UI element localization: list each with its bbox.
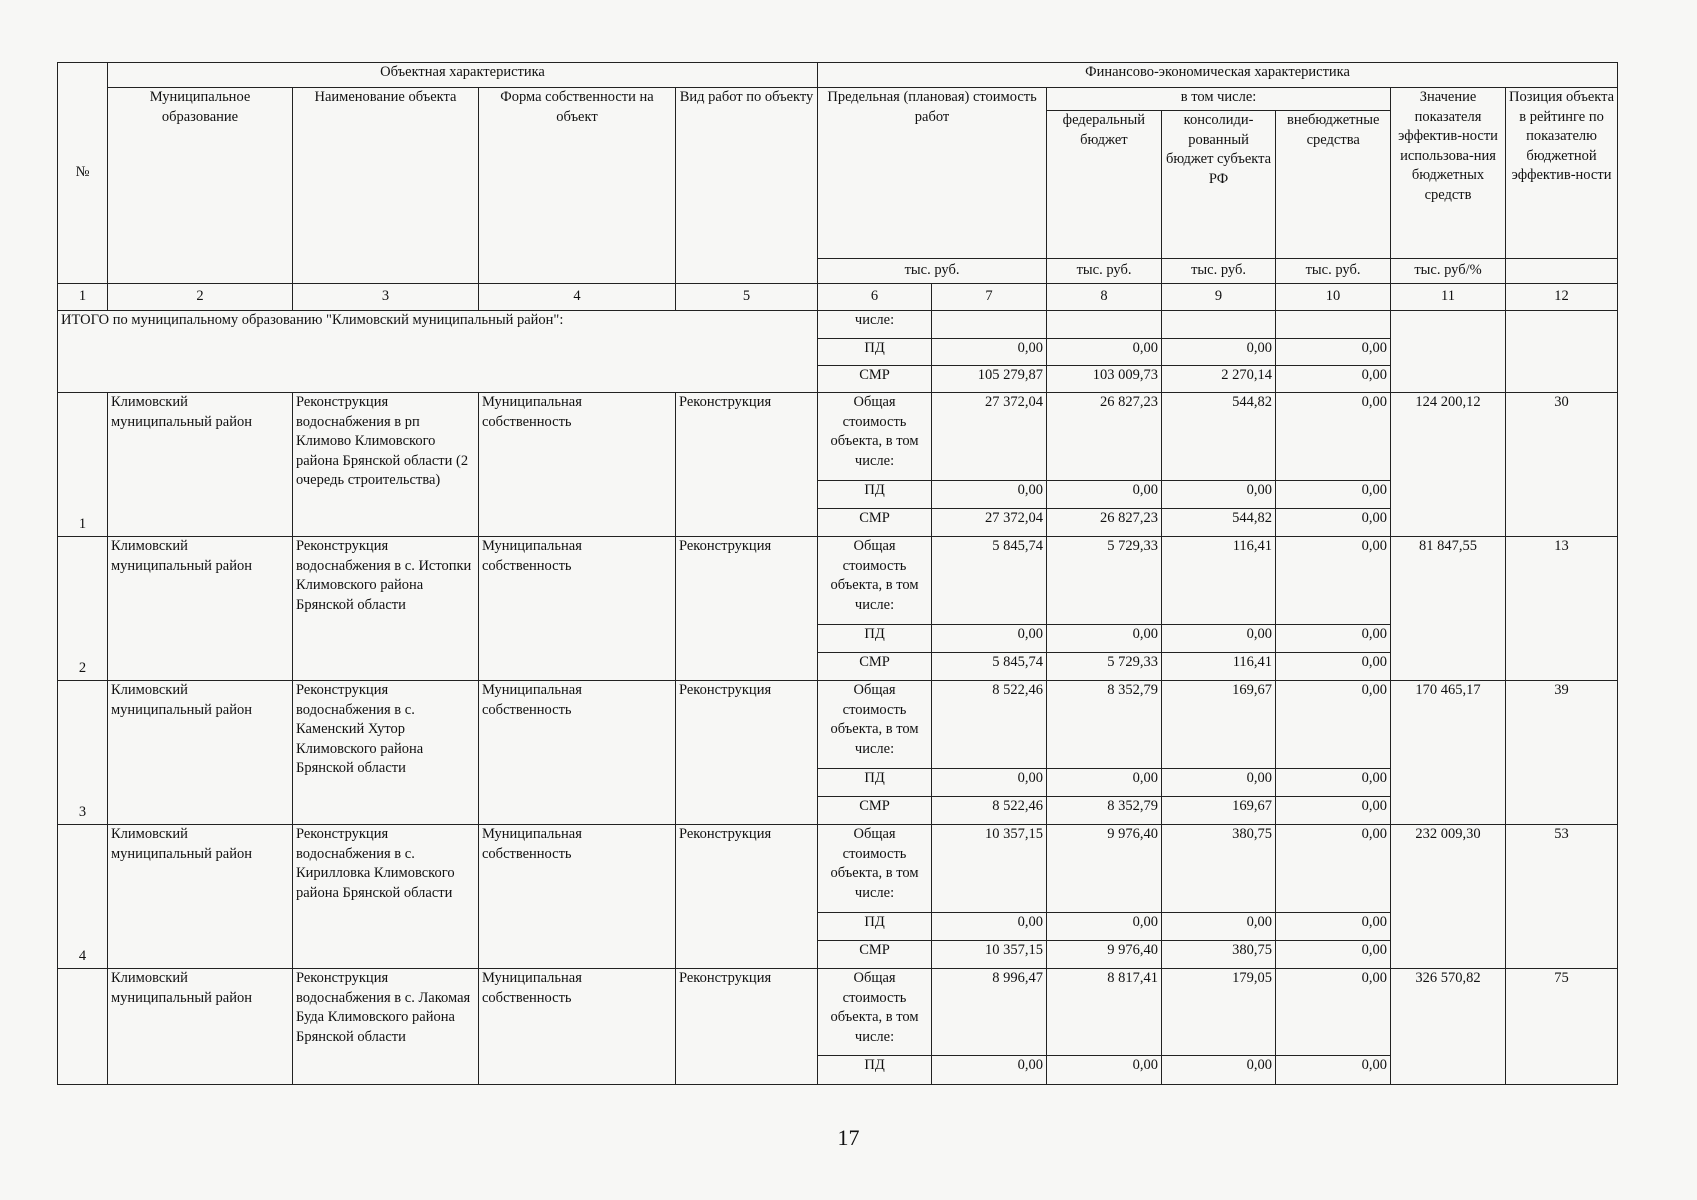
col-number: 7: [932, 284, 1047, 311]
header-efficiency: Значение показателя эффектив-ности использова-ния бюджетных средств: [1391, 88, 1506, 259]
offbudget-value: 0,00: [1276, 969, 1391, 1056]
cost-type: СМР: [818, 509, 932, 537]
col-number: 9: [1162, 284, 1276, 311]
cost-type: Общая стоимость объекта, в том числе:: [818, 969, 932, 1056]
header-position: Позиция объекта в рейтинге по показателю бюджетной эффектив-ности: [1506, 88, 1618, 259]
object-municipality: Климовский муниципальный район: [108, 969, 293, 1085]
cost-value: 27 372,04: [932, 509, 1047, 537]
cost-type: ПД: [818, 913, 932, 941]
total-federal: [1047, 311, 1162, 339]
federal-value: 9 976,40: [1047, 825, 1162, 913]
table-row: [58, 681, 1618, 769]
cost-value: 8 522,46: [932, 681, 1047, 769]
header-object-name: Наименование объекта: [293, 88, 479, 284]
offbudget-value: 0,00: [1276, 941, 1391, 969]
offbudget-value: 0,00: [1276, 625, 1391, 653]
total-label: ИТОГО по муниципальному образованию "Климовский муниципальный район":: [58, 311, 818, 393]
cost-value: 8 522,46: [932, 797, 1047, 825]
federal-value: 8 352,79: [1047, 797, 1162, 825]
cost-type: Общая стоимость объекта, в том числе:: [818, 681, 932, 769]
cost-value: 5 845,74: [932, 537, 1047, 625]
object-name: Реконструкция водоснабжения в с. Истопки Климовского района Брянской области: [293, 537, 479, 681]
cost-value: 0,00: [932, 1056, 1047, 1085]
consolidated-value: 380,75: [1162, 825, 1276, 913]
unit-position: [1506, 259, 1618, 284]
object-municipality: Климовский муниципальный район: [108, 537, 293, 681]
col-number: 8: [1047, 284, 1162, 311]
unit-efficiency: тыс. руб/%: [1391, 259, 1506, 284]
total-cost: 105 279,87: [932, 366, 1047, 393]
object-number: 2: [58, 537, 108, 681]
total-federal: 0,00: [1047, 339, 1162, 366]
cost-type: Общая стоимость объекта, в том числе:: [818, 825, 932, 913]
federal-value: 5 729,33: [1047, 653, 1162, 681]
federal-value: 0,00: [1047, 769, 1162, 797]
cost-type: ПД: [818, 625, 932, 653]
header-consolidated: консолиди-рованный бюджет субъекта РФ: [1162, 111, 1277, 258]
consolidated-value: 0,00: [1162, 913, 1276, 941]
object-municipality: Климовский муниципальный район: [108, 681, 293, 825]
federal-value: 26 827,23: [1047, 509, 1162, 537]
header-group-object: Объектная характеристика: [108, 63, 818, 88]
object-work-type: Реконструкция: [676, 537, 818, 681]
object-number: 1: [58, 393, 108, 537]
col-number: 10: [1276, 284, 1391, 311]
position-value: 30: [1506, 393, 1618, 537]
table-row: [58, 825, 1618, 913]
federal-value: 8 352,79: [1047, 681, 1162, 769]
consolidated-value: 169,67: [1162, 681, 1276, 769]
consolidated-value: 380,75: [1162, 941, 1276, 969]
object-number: 3: [58, 681, 108, 825]
consolidated-value: 544,82: [1162, 393, 1276, 481]
unit-max-cost: тыс. руб.: [818, 259, 1047, 284]
offbudget-value: 0,00: [1276, 509, 1391, 537]
header-group-finance: Финансово-экономическая характеристика: [818, 63, 1618, 88]
unit-offbudget: тыс. руб.: [1276, 259, 1391, 284]
unit-consolidated: тыс. руб.: [1162, 259, 1276, 284]
federal-value: 0,00: [1047, 625, 1162, 653]
object-work-type: Реконструкция: [676, 969, 818, 1085]
total-consolidated: 2 270,14: [1162, 366, 1276, 393]
cost-type: Общая стоимость объекта, в том числе:: [818, 393, 932, 481]
header-max-cost: Предельная (плановая) стоимость работ: [818, 88, 1047, 259]
consolidated-value: 0,00: [1162, 1056, 1276, 1085]
object-name: Реконструкция водоснабжения в с. Кирилловка Климовского района Брянской области: [293, 825, 479, 969]
total-offbudget: [1276, 311, 1391, 339]
object-municipality: Климовский муниципальный район: [108, 393, 293, 537]
col-number: 6: [818, 284, 932, 311]
object-ownership: Муниципальная собственность: [479, 393, 676, 537]
object-municipality: Климовский муниципальный район: [108, 825, 293, 969]
header-including: в том числе:: [1047, 88, 1390, 111]
consolidated-value: 0,00: [1162, 769, 1276, 797]
federal-value: 0,00: [1047, 1056, 1162, 1085]
object-number: [58, 969, 108, 1085]
total-federal: 103 009,73: [1047, 366, 1162, 393]
cost-type: ПД: [818, 1056, 932, 1085]
cost-value: 0,00: [932, 913, 1047, 941]
object-work-type: Реконструкция: [676, 681, 818, 825]
position-value: 13: [1506, 537, 1618, 681]
cost-value: 27 372,04: [932, 393, 1047, 481]
consolidated-value: 169,67: [1162, 797, 1276, 825]
object-number: 4: [58, 825, 108, 969]
header-work-type: Вид работ по объекту: [676, 88, 818, 284]
offbudget-value: 0,00: [1276, 797, 1391, 825]
table-row: [58, 393, 1618, 481]
total-type: числе:: [818, 311, 932, 339]
cost-value: 0,00: [932, 769, 1047, 797]
financial-table: [57, 62, 1618, 1085]
object-work-type: Реконструкция: [676, 825, 818, 969]
total-consolidated: [1162, 311, 1276, 339]
federal-value: 5 729,33: [1047, 537, 1162, 625]
cost-value: 5 845,74: [932, 653, 1047, 681]
consolidated-value: 544,82: [1162, 509, 1276, 537]
header-including-group: [1047, 88, 1391, 259]
cost-value: 0,00: [932, 481, 1047, 509]
total-type: СМР: [818, 366, 932, 393]
total-efficiency: [1391, 311, 1506, 393]
federal-value: 9 976,40: [1047, 941, 1162, 969]
object-name: Реконструкция водоснабжения в с. Каменский Хутор Климовского района Брянской области: [293, 681, 479, 825]
col-number: 12: [1506, 284, 1618, 311]
efficiency-value: 124 200,12: [1391, 393, 1506, 537]
consolidated-value: 0,00: [1162, 625, 1276, 653]
total-cost: [932, 311, 1047, 339]
position-value: 39: [1506, 681, 1618, 825]
cost-value: 0,00: [932, 625, 1047, 653]
cost-type: ПД: [818, 481, 932, 509]
position-value: 53: [1506, 825, 1618, 969]
col-number: 4: [479, 284, 676, 311]
table-row: [58, 537, 1618, 625]
offbudget-value: 0,00: [1276, 769, 1391, 797]
object-work-type: Реконструкция: [676, 393, 818, 537]
table-row: [58, 969, 1618, 1056]
total-cost: 0,00: [932, 339, 1047, 366]
header-municipality: Муниципальное образование: [108, 88, 293, 284]
offbudget-value: 0,00: [1276, 825, 1391, 913]
col-number: 3: [293, 284, 479, 311]
unit-federal: тыс. руб.: [1047, 259, 1162, 284]
cost-value: 10 357,15: [932, 941, 1047, 969]
total-consolidated: 0,00: [1162, 339, 1276, 366]
efficiency-value: 232 009,30: [1391, 825, 1506, 969]
object-name: Реконструкция водоснабжения в рп Климово Климовского района Брянской области (2 очередь строительства): [293, 393, 479, 537]
col-number: 5: [676, 284, 818, 311]
object-ownership: Муниципальная собственность: [479, 681, 676, 825]
header-offbudget: внебюджетные средства: [1286, 112, 1380, 148]
offbudget-value: 0,00: [1276, 481, 1391, 509]
federal-value: 26 827,23: [1047, 393, 1162, 481]
offbudget-value: 0,00: [1276, 653, 1391, 681]
header-no: №: [58, 63, 108, 284]
header-federal: федеральный бюджет: [1047, 111, 1162, 258]
federal-value: 0,00: [1047, 481, 1162, 509]
consolidated-value: 116,41: [1162, 653, 1276, 681]
col-number: 11: [1391, 284, 1506, 311]
header-ownership: Форма собственности на объект: [479, 88, 676, 284]
cost-type: СМР: [818, 941, 932, 969]
total-offbudget: 0,00: [1276, 366, 1391, 393]
cost-value: 10 357,15: [932, 825, 1047, 913]
total-offbudget: 0,00: [1276, 339, 1391, 366]
cost-type: ПД: [818, 769, 932, 797]
object-ownership: Муниципальная собственность: [479, 825, 676, 969]
col-number: 1: [58, 284, 108, 311]
consolidated-value: 0,00: [1162, 481, 1276, 509]
col-number: 2: [108, 284, 293, 311]
federal-value: 8 817,41: [1047, 969, 1162, 1056]
efficiency-value: 81 847,55: [1391, 537, 1506, 681]
offbudget-value: 0,00: [1276, 393, 1391, 481]
efficiency-value: 170 465,17: [1391, 681, 1506, 825]
offbudget-value: 0,00: [1276, 1056, 1391, 1085]
page-number: 17: [837, 1125, 860, 1150]
consolidated-value: 179,05: [1162, 969, 1276, 1056]
object-ownership: Муниципальная собственность: [479, 537, 676, 681]
total-position: [1506, 311, 1618, 393]
object-name: Реконструкция водоснабжения в с. Лакомая Буда Климовского района Брянской области: [293, 969, 479, 1085]
efficiency-value: 326 570,82: [1391, 969, 1506, 1085]
cost-type: СМР: [818, 797, 932, 825]
offbudget-value: 0,00: [1276, 537, 1391, 625]
federal-value: 0,00: [1047, 913, 1162, 941]
cost-type: Общая стоимость объекта, в том числе:: [818, 537, 932, 625]
total-type: ПД: [818, 339, 932, 366]
object-ownership: Муниципальная собственность: [479, 969, 676, 1085]
consolidated-value: 116,41: [1162, 537, 1276, 625]
position-value: 75: [1506, 969, 1618, 1085]
offbudget-value: 0,00: [1276, 681, 1391, 769]
offbudget-value: 0,00: [1276, 913, 1391, 941]
cost-type: СМР: [818, 653, 932, 681]
cost-value: 8 996,47: [932, 969, 1047, 1056]
